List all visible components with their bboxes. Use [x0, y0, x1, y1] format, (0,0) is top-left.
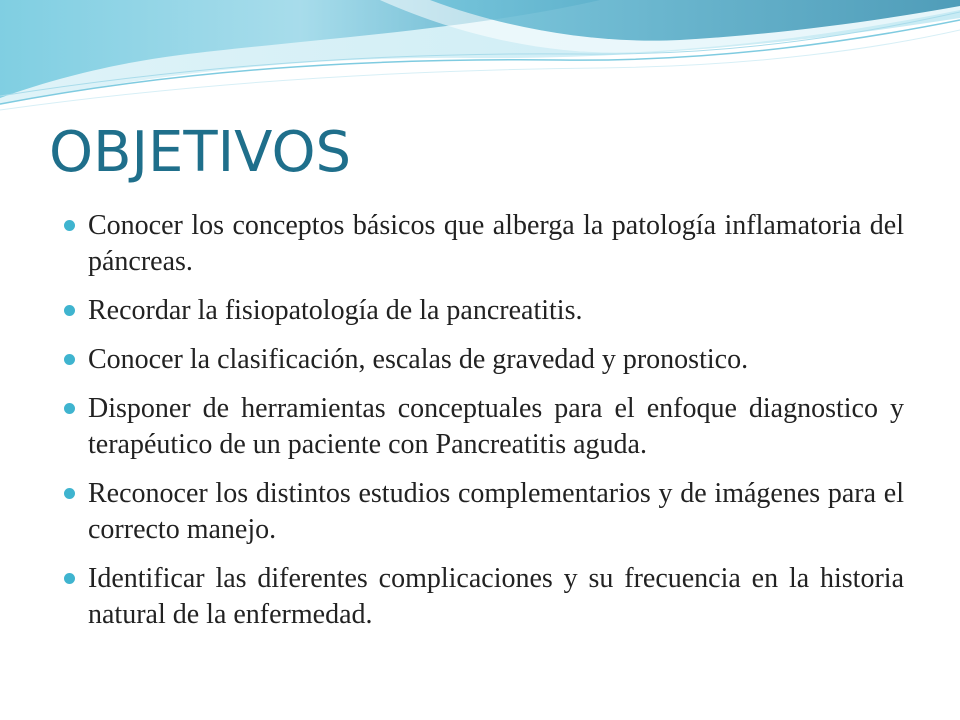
list-item-text: Disponer de herramientas conceptuales para el enfoque diagnostico y terapéutico de un paciente con Pancreatitis aguda.: [88, 393, 904, 460]
objectives-list: [64, 208, 904, 646]
bullet-icon: [64, 488, 75, 499]
list-item: [64, 561, 904, 633]
bullet-icon: [64, 403, 75, 414]
bullet-icon: [64, 305, 75, 316]
list-item-text: Recordar la fisiopatología de la pancreatitis.: [88, 295, 583, 326]
bullet-icon: [64, 220, 75, 231]
list-item: [64, 208, 904, 280]
list-item: [64, 342, 904, 378]
header-wave-decoration: [0, 0, 960, 120]
list-item-text: Conocer los conceptos básicos que alberga la patología inflamatoria del páncreas.: [88, 210, 904, 277]
list-item-text: Conocer la clasificación, escalas de gravedad y pronostico.: [88, 344, 749, 375]
list-item: [64, 391, 904, 463]
bullet-icon: [64, 573, 75, 584]
page-title: OBJETIVOS: [49, 120, 352, 185]
bullet-icon: [64, 354, 75, 365]
list-item: [64, 476, 904, 548]
list-item-text: Reconocer los distintos estudios complementarios y de imágenes para el correcto manejo.: [88, 478, 904, 545]
list-item-text: Identificar las diferentes complicaciones y su frecuencia en la historia natural de la enfermedad.: [88, 563, 904, 630]
list-item: [64, 293, 904, 329]
